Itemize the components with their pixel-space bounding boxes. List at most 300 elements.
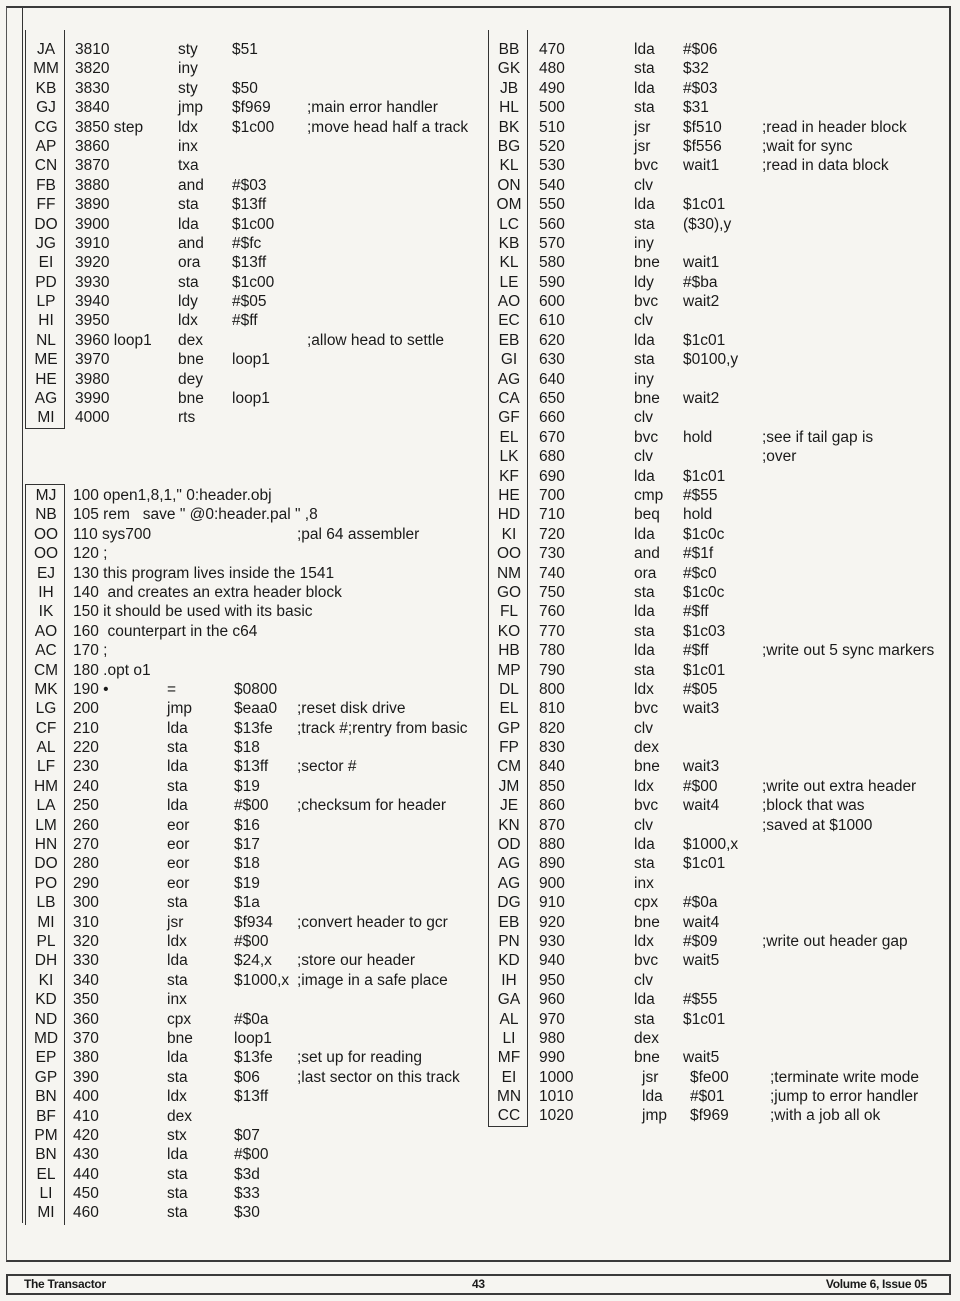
line-number: 3840 [75,99,110,117]
operand: #$ba [683,273,718,291]
checksum-code: AC [35,642,57,660]
operand: #$0a [683,894,718,912]
checksum-code: MJ [35,487,57,504]
operand: #$03 [232,176,267,194]
operand: #$0a [234,1010,269,1028]
operand: $13ff [232,254,267,272]
checksum-code: CN [34,157,58,175]
checksum-code: BB [498,41,520,58]
line-number: 690 [539,467,565,485]
opcode: lda [634,331,655,349]
opcode: lda [167,1049,188,1067]
opcode: ldx [167,932,187,950]
line-number: 770 [539,622,565,640]
checksum-code: CA [498,390,520,408]
operand: $1c0c [683,525,725,543]
line-number: 270 [73,836,99,854]
operand: $18 [234,855,260,873]
opcode: bne [634,913,660,931]
checksum-code: KF [499,467,519,485]
comment: ;write out header gap [762,932,908,950]
opcode: bvc [634,952,659,970]
opcode: bne [634,390,660,408]
line-number: 1000 [539,1068,574,1086]
checksum-code: IH [501,971,517,989]
operand: #$00 [683,777,718,795]
line-number: 550 [539,196,565,214]
operand: loop1 [234,1029,272,1047]
operand: $1c01 [683,855,726,873]
checksum-code: CF [35,719,57,737]
checksum-code: KN [498,816,520,834]
checksum-code: AO [34,622,58,640]
checksum-code: MP [497,661,521,679]
opcode: ldx [178,312,198,330]
line-number: 810 [539,700,565,718]
operand: $1c00 [232,215,275,233]
checksum-code: OO [33,545,59,563]
line-number: 660 [539,409,565,427]
line-number: 280 [73,855,99,873]
operand: $17 [234,836,260,854]
operand: $30 [234,1204,260,1222]
operand: #$01 [690,1088,725,1106]
checksum-code: ON [497,176,521,194]
checksum-code: KD [498,952,520,970]
checksum-code: AG [497,874,521,892]
line-number: 500 [539,99,565,117]
line-number: 3880 [75,176,110,194]
opcode: ldx [634,777,654,795]
comment: ;last sector on this track [297,1068,460,1086]
line-number: 980 [539,1029,565,1047]
opcode: sty [178,41,198,58]
checksum-code: EI [501,1068,517,1086]
operand: $f969 [690,1107,729,1125]
opcode: stx [167,1126,187,1144]
line-number: 740 [539,564,565,582]
comment: ;track #;rentry from basic [297,719,468,737]
operand: wait1 [683,254,720,272]
opcode: lda [634,642,655,660]
opcode: cpx [167,1010,192,1028]
operand: wait2 [683,390,720,408]
line-number: 250 [73,797,99,815]
source-text: 105 rem save " @0:header.pal " ,8 [73,506,318,524]
line-number: 390 [73,1068,99,1086]
opcode: eor [167,874,190,892]
line-number: 1020 [539,1107,574,1125]
checksum-code: PN [498,932,520,950]
line-number: 420 [73,1126,99,1144]
operand: $13fe [234,719,273,737]
source-text: 130 this program lives inside the 1541 [73,564,335,582]
opcode: clv [634,448,653,466]
checksum-code: HI [38,312,54,330]
opcode: jsr [642,1068,659,1086]
opcode: sta [634,855,655,873]
opcode: bne [634,1049,660,1067]
checksum-code: HB [498,642,520,660]
line-number: 3980 [75,370,110,388]
operand: $1000,x [683,836,739,854]
checksum-code: EL [36,1165,56,1183]
checksum-code: GO [496,583,522,601]
operand: $19 [234,777,260,795]
opcode: jsr [167,913,184,931]
checksum-code: AG [34,390,58,408]
checksum-code: KO [497,622,521,640]
checksum-code: KD [35,991,57,1009]
page-footer [6,1274,951,1295]
line-number: 220 [73,739,99,757]
operand: $1c01 [683,331,726,349]
opcode: lda [634,41,655,58]
checksum-code: GP [497,719,521,737]
checksum-code: BN [35,1088,57,1106]
line-number: 3890 [75,196,110,214]
operand: $1c0c [683,583,725,601]
checksum-code: JB [499,79,519,97]
checksum-code: IK [38,603,54,621]
line-number: 210 [73,719,99,737]
checksum-code: IH [38,583,54,601]
comment: ;over [762,448,797,466]
line-number: 600 [539,293,565,311]
line-number: 380 [73,1049,99,1067]
opcode: inx [634,874,654,892]
line-number: 3820 [75,60,110,78]
opcode: sta [167,894,188,912]
checksum-code: AL [36,739,56,757]
checksum-code: LP [36,293,56,311]
line-number: 410 [73,1107,99,1125]
line-number: 480 [539,60,565,78]
opcode: dex [178,331,203,349]
checksum-code: LB [36,894,56,912]
checksum-code: OD [497,836,521,854]
operand: $13ff [234,1088,269,1106]
line-number: 3810 [75,41,110,58]
line-number: 830 [539,739,565,757]
opcode: lda [634,467,655,485]
checksum-code: MM [33,60,59,78]
line-number: 3870 [75,157,110,175]
opcode: dex [634,739,659,757]
checksum-code: BK [498,118,520,136]
opcode: bne [167,1029,193,1047]
operand: #$00 [234,932,269,950]
checksum-code: BN [35,1146,57,1164]
line-number: 400 [73,1088,99,1106]
opcode: sta [634,622,655,640]
comment: ;main error handler [307,99,438,117]
operand: $1c01 [683,467,726,485]
operand: loop1 [232,351,270,369]
operand: hold [683,506,713,524]
line-number: 700 [539,486,565,504]
operand: $1a [234,894,260,912]
opcode: ora [634,564,657,582]
operand: wait4 [683,913,720,931]
checksum-code: LE [499,273,519,291]
operand: #$ff [683,642,709,660]
line-number: 3830 [75,79,110,97]
line-number: 900 [539,874,565,892]
opcode: eor [167,836,190,854]
operand: #$55 [683,991,718,1009]
line-number: 4000 [75,409,110,427]
operand: $13fe [234,1049,273,1067]
line-number: 920 [539,913,565,931]
opcode: sta [634,215,655,233]
comment: ;jump to error handler [770,1088,919,1106]
comment: ;read in header block [762,118,907,136]
checksum-code: HD [497,506,521,524]
checksum-code: EB [498,913,520,931]
checksum-code: KI [501,525,517,543]
opcode: ldx [634,932,654,950]
operand: #$c0 [683,564,717,582]
operand: wait5 [683,952,720,970]
opcode: bne [178,390,204,408]
checksum-code: PL [36,932,56,950]
opcode: sta [634,99,655,117]
opcode: cmp [634,486,664,504]
line-number: 910 [539,894,565,912]
line-number: 970 [539,1010,565,1028]
line-number: 3990 [75,390,110,408]
checksum-code: AO [497,293,521,311]
checksum-code: KL [499,157,519,175]
line-number: 620 [539,331,565,349]
line-number: 290 [73,874,99,892]
checksum-code: PD [35,273,57,291]
operand: #$05 [232,293,267,311]
checksum-code: FF [36,196,56,214]
opcode: bvc [634,293,659,311]
opcode: ora [178,254,201,272]
checksum-code: HM [33,777,59,795]
comment: ;convert header to gcr [297,913,448,931]
line-number: 780 [539,642,565,660]
comment: ;read in data block [762,157,889,175]
opcode: clv [634,816,653,834]
operand: #$00 [234,1146,269,1164]
opcode: sta [634,661,655,679]
opcode: jmp [178,99,203,117]
operand: $13ff [232,196,267,214]
line-number: 800 [539,680,565,698]
operand: $51 [232,41,258,58]
source-text: 180 .opt o1 [73,661,151,679]
opcode: ldy [178,293,198,311]
operand: $07 [234,1126,260,1144]
opcode: clv [634,971,653,989]
checksum-code: MI [37,409,55,427]
checksum-code: EI [38,254,54,272]
opcode: sta [178,196,199,214]
checksum-code: DO [34,855,58,873]
checksum-code: BF [36,1107,56,1125]
opcode: bne [634,758,660,776]
comment: ;reset disk drive [297,700,406,718]
checksum-code: GF [498,409,520,427]
operand: $f934 [234,913,273,931]
checksum-code: MI [37,913,55,931]
checksum-code: EJ [36,564,56,582]
opcode: inx [167,991,187,1009]
line-number: 570 [539,234,565,252]
line-number: 260 [73,816,99,834]
line-number: 3860 [75,137,110,155]
opcode: lda [167,797,188,815]
opcode: dex [167,1107,192,1125]
line-number: 3950 [75,312,110,330]
operand: #$03 [683,79,718,97]
checksum-code: MD [33,1029,59,1047]
line-number: 590 [539,273,565,291]
comment: ;allow head to settle [307,331,445,349]
line-number: 540 [539,176,565,194]
checksum-code: FL [499,603,519,621]
checksum-code: KL [499,254,519,272]
opcode: sta [167,1204,188,1222]
comment: ;store our header [297,952,416,970]
line-number: 930 [539,932,565,950]
operand: wait3 [683,758,720,776]
page-left-rule [22,8,23,1223]
checksum-column-border [25,30,65,429]
line-number: 3850 step [75,118,144,136]
opcode: clv [634,719,653,737]
opcode: lda [634,79,655,97]
checksum-code: LI [39,1185,53,1203]
opcode: clv [634,312,653,330]
operand: wait1 [683,157,720,175]
line-number: 840 [539,758,565,776]
source-text: 150 it should be used with its basic [73,603,313,621]
comment: ;pal 64 assembler [297,525,420,543]
checksum-code: KB [35,79,57,97]
source-text: 160 counterpart in the c64 [73,622,258,640]
opcode: sta [167,971,188,989]
checksum-code: PM [34,1126,58,1144]
line-number: 300 [73,894,99,912]
line-number: 850 [539,777,565,795]
checksum-code: ND [34,1010,58,1028]
line-number: 880 [539,836,565,854]
line-number: 230 [73,758,99,776]
operand: #$55 [683,486,718,504]
opcode: bne [178,351,204,369]
line-number: 520 [539,137,565,155]
checksum-code: AL [499,1010,519,1028]
operand: $f969 [232,99,271,117]
line-number: 310 [73,913,99,931]
line-number: 320 [73,932,99,950]
opcode: inx [178,137,198,155]
checksum-code: EL [499,428,519,446]
line-number: 3920 [75,254,110,272]
line-number: 960 [539,991,565,1009]
checksum-code: BG [497,137,521,155]
operand: $1c03 [683,622,726,640]
opcode: iny [178,60,198,78]
opcode: lda [634,991,655,1009]
operand: $1c00 [232,273,275,291]
operand: $0100,y [683,351,739,369]
checksum-code: MK [34,680,58,698]
opcode: cpx [634,894,659,912]
line-number: 890 [539,855,565,873]
opcode: lda [167,758,188,776]
opcode: sty [178,79,198,97]
opcode: sta [167,1165,188,1183]
opcode: lda [634,196,655,214]
operand: $06 [234,1068,260,1086]
opcode: = [167,680,177,698]
line-number: 470 [539,41,565,58]
line-number: 240 [73,777,99,795]
line-number: 450 [73,1185,99,1203]
checksum-code: EB [498,331,520,349]
opcode: rts [178,409,196,427]
line-number: 650 [539,390,565,408]
line-number: 200 [73,700,99,718]
opcode: sta [634,351,655,369]
opcode: clv [634,176,653,194]
checksum-code: GI [500,351,518,369]
operand: $1c01 [683,1010,726,1028]
opcode: bvc [634,797,659,815]
checksum-code: DL [499,680,519,698]
line-number: 560 [539,215,565,233]
checksum-code: LF [36,758,56,776]
operand: $1c01 [683,661,726,679]
checksum-code: HN [34,836,58,854]
operand: $50 [232,79,258,97]
checksum-code: DH [34,952,58,970]
line-number: 950 [539,971,565,989]
checksum-code: OO [33,525,59,543]
comment: ;wait for sync [762,137,853,155]
operand: $1000,x [234,971,290,989]
checksum-code: AG [497,855,521,873]
operand: $18 [234,739,260,757]
line-number: 730 [539,545,565,563]
checksum-column-border [488,30,528,1127]
checksum-code: LI [502,1029,516,1047]
line-number: 760 [539,603,565,621]
opcode: sta [167,777,188,795]
opcode: eor [167,855,190,873]
checksum-code: EP [35,1049,57,1067]
checksum-code: LG [35,700,57,718]
operand: $f510 [683,118,722,136]
checksum-code: KI [38,971,54,989]
line-number: 3940 [75,293,110,311]
line-number: 580 [539,254,565,272]
operand: $1c01 [683,196,726,214]
operand: $16 [234,816,260,834]
line-number: 820 [539,719,565,737]
opcode: sta [167,1185,188,1203]
comment: ;set up for reading [297,1049,422,1067]
comment: ;checksum for header [297,797,447,815]
checksum-code: MN [496,1088,522,1106]
checksum-code: CG [34,118,58,136]
